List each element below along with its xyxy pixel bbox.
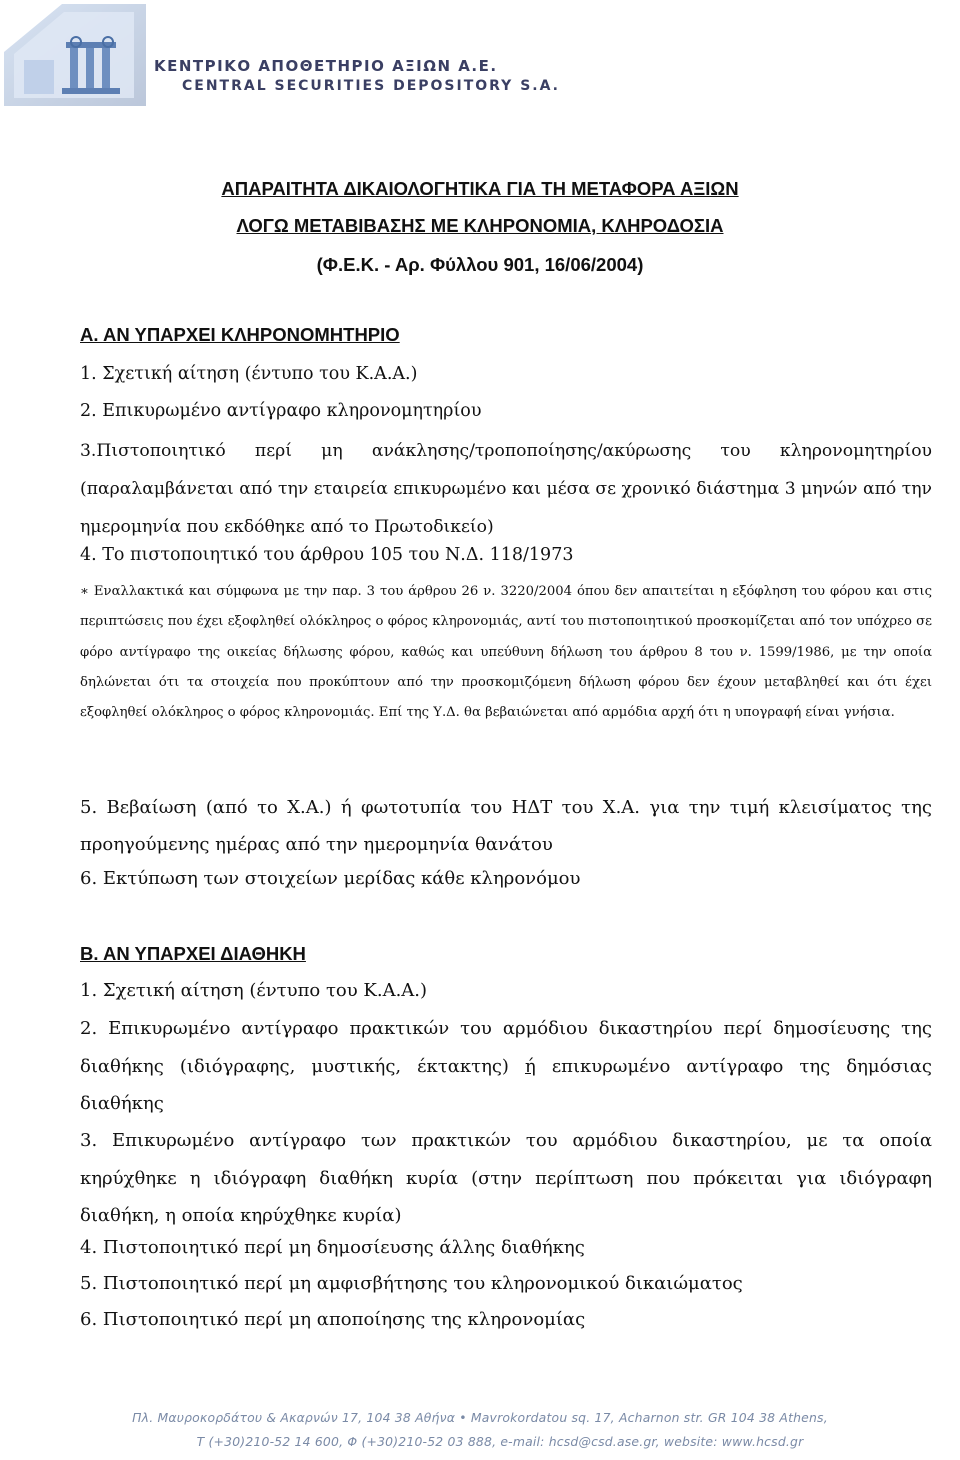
section-b-heading: Β. ΑΝ ΥΠΑΡΧΕΙ ΔΙΑΘΗΚΗ — [80, 943, 306, 964]
document-title-reference: (Φ.Ε.Κ. - Αρ. Φύλλου 901, 16/06/2004) — [316, 254, 644, 275]
footer-contact: Τ (+30)210-52 14 600, Φ (+30)210-52 03 888, e-mail: hcsd@csd.ase.gr, website: www.hcsd.gr — [196, 1434, 804, 1449]
section-a-item-5: 5. Βεβαίωση (από το Χ.Α.) ή φωτοτυπία του ΗΔΤ του Χ.Α. για την τιμή κλεισίματος της προηγούμενης ημέρας από την ημερομηνία θανάτου — [80, 797, 932, 855]
company-name-greek: ΚΕΝΤΡΙΚΟ ΑΠΟΘΕΤΗΡΙΟ ΑΞΙΩΝ Α.Ε. — [154, 57, 498, 75]
company-name — [154, 56, 560, 96]
document-title-line-1: ΑΠΑΡΑΙΤΗΤΑ ΔΙΚΑΙΟΛΟΓΗΤΙΚΑ ΓΙΑ ΤΗ ΜΕΤΑΦΟΡΑ ΑΞΙΩΝ — [221, 178, 739, 199]
section-b-item-3: 3. Επικυρωμένο αντίγραφο των πρακτικών του αρμόδιου δικαστηρίου, με τα οποία κηρύχθηκε η ιδιόγραφη διαθήκη κυρία (στην περίπτωση που πρόκειται για ιδιόγραφη διαθήκη, η οποία κηρύχθηκε κυρία) — [80, 1130, 932, 1226]
document-title-line-2: ΛΟΓΩ ΜΕΤΑΒΙΒΑΣΗΣ ΜΕ ΚΛΗΡΟΝΟΜΙΑ, ΚΛΗΡΟΔΟΣΙΑ — [236, 215, 724, 236]
section-a-item-3: 3.Πιστοποιητικό περί μη ανάκλησης/τροποποίησης/ακύρωσης του κληρονομητηρίου (παραλαμβάνεται από την εταιρεία επικυρωμένο και μέσα σε χρονικό διάστημα 3 μηνών από την ημερομηνία που εκδόθηκε από το Πρωτοδικείο) — [80, 441, 932, 537]
section-a-heading: Α. ΑΝ ΥΠΑΡΧΕΙ ΚΛΗΡΟΝΟΜΗΤΗΡΙΟ — [80, 324, 400, 345]
section-b-item-4: 4. Πιστοποιητικό περί μη δημοσίευσης άλλης διαθήκης — [80, 1237, 585, 1258]
section-b-item-2 — [80, 1010, 932, 1123]
footer-address: Πλ. Μαυροκορδάτου & Ακαρνών 17, 104 38 Αθήνα • Mavrokordatou sq. 17, Acharnon str. GR 104 38 Athens, — [132, 1410, 828, 1425]
section-a-item-1: 1. Σχετική αίτηση (έντυπο του Κ.Α.Α.) — [80, 364, 418, 384]
section-b-item-2-text-end: επικυρωμένο αντίγραφο της δημόσιας διαθήκης — [80, 1055, 932, 1114]
section-b-item-2-text: 2. Επικυρωμένο αντίγραφο πρακτικών του αρμόδιου δικαστηρίου περί δημοσίευσης της διαθήκης (ιδιόγραφης, μυστικής, έκτακτης) — [80, 1018, 932, 1077]
section-b-item-6: 6. Πιστοποιητικό περί μη αποποίησης της κληρονομίας — [80, 1309, 586, 1330]
section-b-item-5: 5. Πιστοποιητικό περί μη αμφισβήτησης του κληρονομικού δικαιώματος — [80, 1273, 743, 1294]
company-name-english: CENTRAL SECURITIES DEPOSITORY S.A. — [182, 78, 561, 94]
column-building-logo — [4, 2, 154, 108]
section-a-item-6: 6. Εκτύπωση των στοιχείων μερίδας κάθε κληρονόμου — [80, 868, 581, 889]
section-a-note: ∗ Εναλλακτικά και σύμφωνα με την παρ. 3 του άρθρου 26 ν. 3220/2004 όπου δεν απαιτείται η εξόφληση του φόρου και στις περιπτώσεις που έχει εξοφληθεί ολόκληρος ο φόρος κληρονομιάς, αντί του πιστοποιητικού προσκομίζεται από τον υπόχρεο σε φόρο αντίγραφο της οικείας δήλωσης φόρου, καθώς και υπεύθυνη δήλωση του άρθρου 8 του ν. 1599/1986, με την οποία δηλώνεται ότι τα στοιχεία που προκύπτουν από την προσκομιζόμενη δήλωση φόρου δεν έχουν μεταβληθεί και ότι έχει εξοφληθεί ολόκληρος ο φόρος κληρονομιάς. Επί της Υ.Δ. θα βεβαιώνεται από αρμόδια αρχή ότι η υπογραφή είναι γνήσια. — [80, 584, 932, 721]
section-b-item-2-or: ή — [524, 1055, 536, 1077]
section-a-item-4: 4. Το πιστοποιητικό του άρθρου 105 του Ν.Δ. 118/1973 — [80, 545, 574, 565]
section-b-item-1: 1. Σχετική αίτηση (έντυπο του Κ.Α.Α.) — [80, 980, 428, 1001]
section-a-item-2: 2. Επικυρωμένο αντίγραφο κληρονομητηρίου — [80, 401, 482, 421]
